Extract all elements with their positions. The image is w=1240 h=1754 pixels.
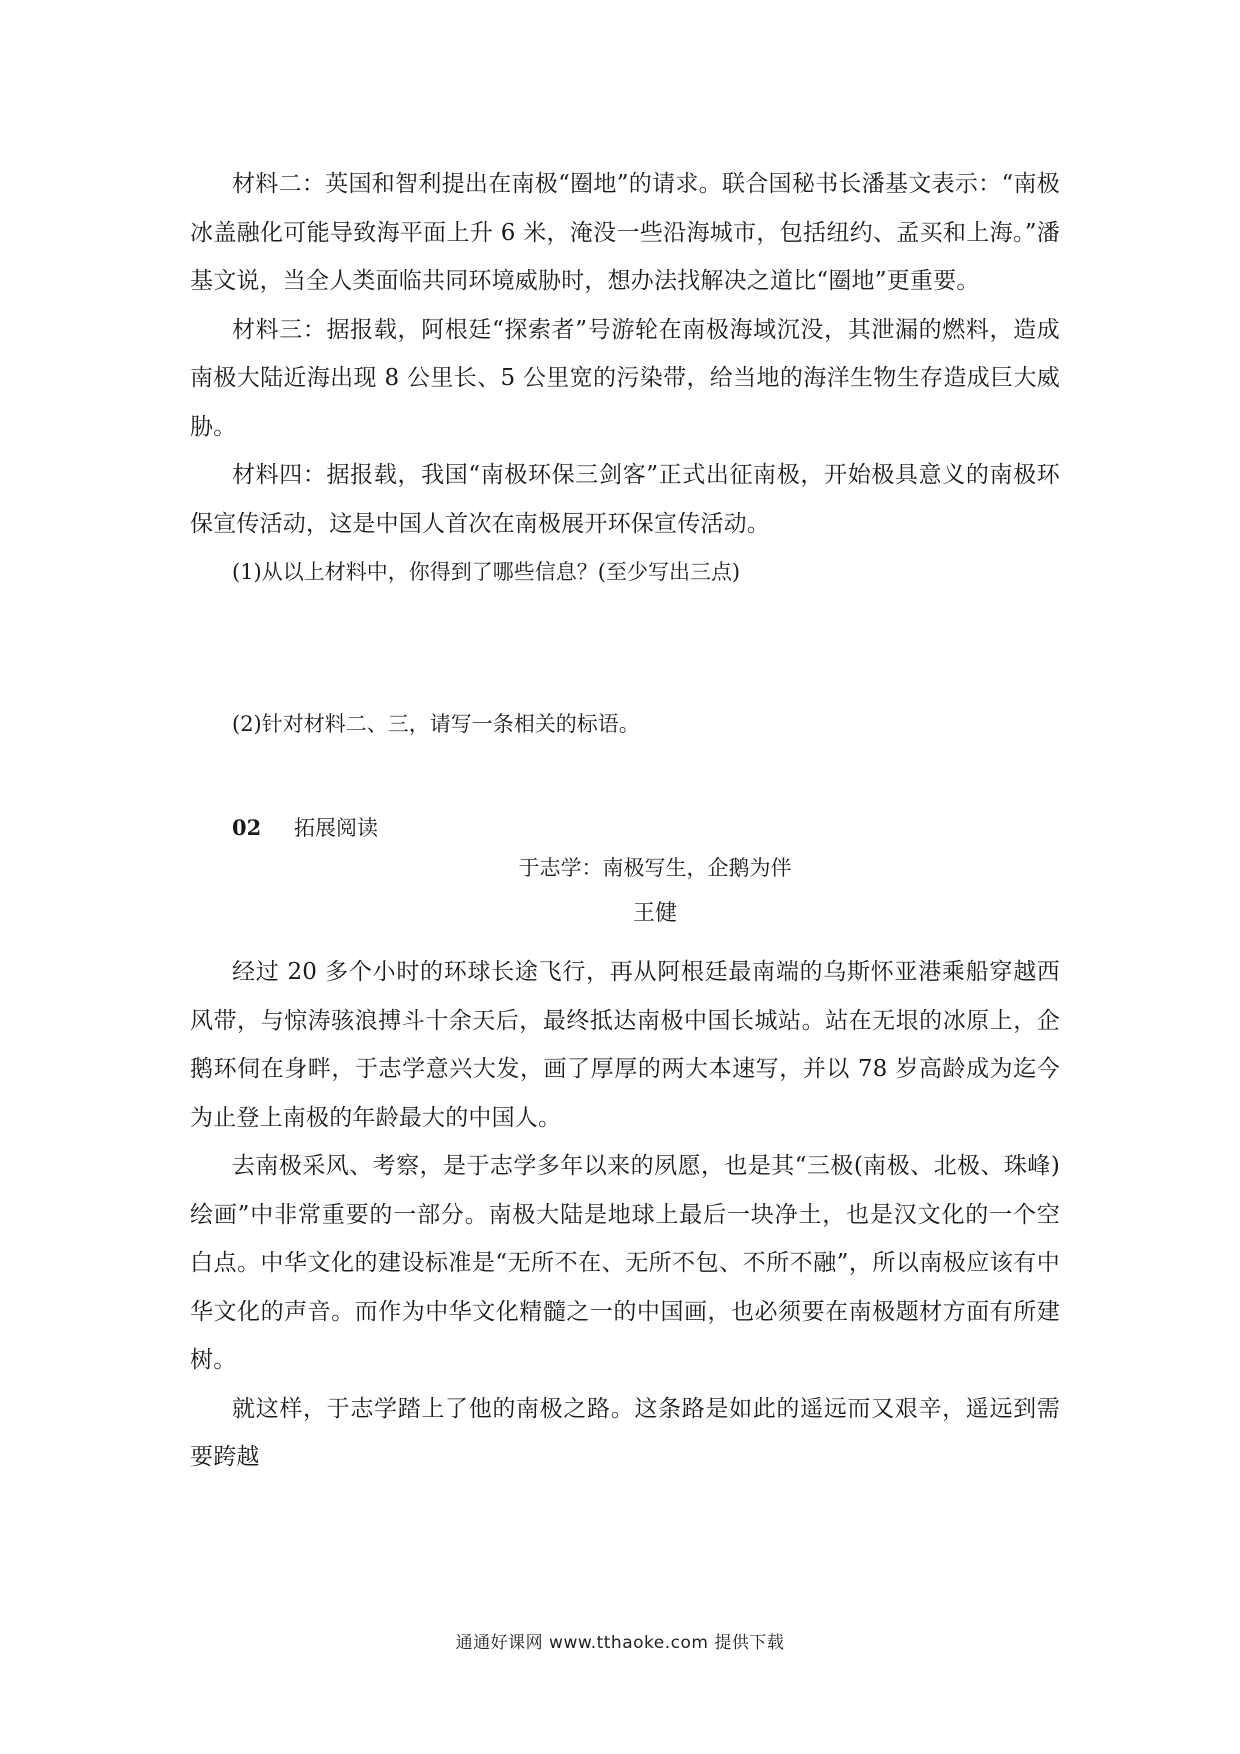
article-paragraph-3: 就这样，于志学踏上了他的南极之路。这条路是如此的遥远而又艰辛，遥远到需要跨越 — [190, 1395, 1060, 1470]
article-paragraph-1: 经过 20 多个小时的环球长途飞行，再从阿根廷最南端的乌斯怀亚港乘船穿越西风带，与惊涛骇浪搏斗十余天后，最终抵达南极中国长城站。站在无垠的冰原上，企鹅环伺在身畔，于志学意兴大发，画了厚厚的两大本速写，并以 78 岁高龄成为迄今为止登上南极的年龄最大的中国人。 — [190, 959, 1060, 1131]
question-two: (2)针对材料二、三，请写一条相关的标语。 — [232, 712, 640, 736]
article-author: 王健 — [632, 901, 677, 926]
material-three-paragraph: 材料三：据报载，阿根廷“探索者”号游轮在南极海域沉没，其泄漏的燃料，造成南极大陆近海出现 8 公里长、5 公里宽的污染带，给当地的海洋生物生存造成巨大威胁。 — [190, 316, 1060, 440]
material-two-paragraph: 材料二：英国和智利提出在南极“圈地”的请求。联合国秘书长潘基文表示：“南极冰盖融化可能导致海平面上升 6 米，淹没一些沿海城市，包括纽约、孟买和上海。”潘基文说，当全人类面临共同环境威胁时，想办法找解决之道比“圈地”更重要。 — [190, 171, 1060, 294]
question-one: (1)从以上材料中，你得到了哪些信息？(至少写出三点) — [232, 560, 741, 584]
page-footer: 通通好课网 www.tthaoke.com 提供下载 — [455, 1633, 785, 1653]
article-paragraph-2: 去南极采风、考察，是于志学多年以来的夙愿，也是其“三极(南极、北极、珠峰)绘画”中非常重要的一部分。南极大陆是地球上最后一块净土，也是汉文化的一个空白点。中华文化的建设标准是“无所不在、无所不包、不所不融”，所以南极应该有中华文化的声音。而作为中华文化精髓之一的中国画，也必须要在南极题材方面有所建树。 — [190, 1153, 1060, 1373]
article-title: 于志学：南极写生，企鹅为伴 — [518, 856, 792, 880]
material-four-paragraph: 材料四：据报载，我国“南极环保三剑客”正式出征南极，开始极具意义的南极环保宣传活动，这是中国人首次在南极展开环保宣传活动。 — [190, 462, 1060, 537]
section-title: 拓展阅读 — [294, 816, 378, 840]
page-content — [190, 160, 1060, 1482]
section-heading — [190, 808, 1060, 848]
section-number: 02 — [232, 815, 262, 840]
